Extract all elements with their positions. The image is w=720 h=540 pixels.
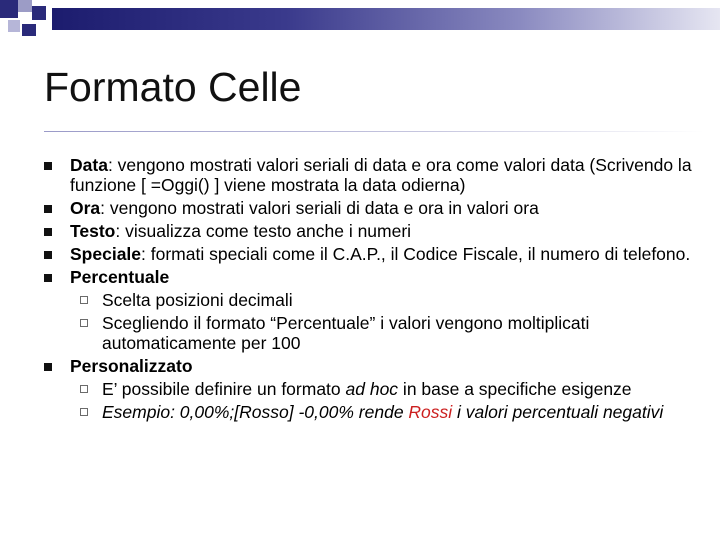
item-text: : vengono mostrati valori seriali di data e ora in valori ora: [100, 198, 539, 218]
square-bullet-icon: [44, 251, 52, 259]
item-term: Testo: [70, 221, 116, 241]
item-term: Speciale: [70, 244, 142, 264]
square-bullet-icon: [44, 162, 52, 170]
slide-title: Formato Celle: [44, 64, 302, 110]
list-item: [44, 198, 694, 218]
sub-item-text: Scegliendo il formato “Percentuale” i valori vengono moltiplicati automaticamente per 100: [102, 313, 590, 353]
header-decoration: [0, 0, 720, 40]
square-bullet-icon: [44, 363, 52, 371]
sub-item-text: Scelta posizioni decimali: [102, 290, 293, 310]
item-text: : formati speciali come il C.A.P., il Codice Fiscale, il numero di telefono.: [141, 244, 691, 264]
hollow-square-bullet-icon: [80, 296, 88, 304]
list-item: [44, 155, 694, 195]
sub-item-text: E’ possibile definire un formato: [102, 379, 346, 399]
list-item: [44, 267, 694, 287]
list-item: [44, 244, 694, 264]
deco-square: [22, 24, 36, 36]
item-text: : visualizza come testo anche i numeri: [115, 221, 412, 241]
item-term: Percentuale: [70, 267, 170, 287]
sub-item-emphasis: ad hoc: [345, 379, 399, 399]
sub-list-item: [44, 313, 694, 353]
sub-item-text: Esempio: 0,00%;[Rosso] -0,00% rende: [102, 402, 409, 422]
square-bullet-icon: [44, 228, 52, 236]
deco-square: [0, 0, 18, 18]
list-item: [44, 356, 694, 376]
hollow-square-bullet-icon: [80, 319, 88, 327]
deco-square: [18, 0, 32, 12]
header-bar: [52, 8, 720, 30]
item-term: Personalizzato: [70, 356, 193, 376]
sub-list-item: [44, 290, 694, 310]
sub-item-text: i valori percentuali negativi: [452, 402, 664, 422]
item-term: Ora: [70, 198, 101, 218]
bullet-list: [44, 155, 694, 425]
deco-square: [8, 20, 20, 32]
hollow-square-bullet-icon: [80, 385, 88, 393]
hollow-square-bullet-icon: [80, 408, 88, 416]
item-text: : vengono mostrati valori seriali di data e ora come valori data (Scrivendo la funzione [ =Oggi() ] viene mostrata la data odierna): [70, 155, 692, 195]
title-divider: [44, 131, 704, 132]
sub-item-text: in base a specifiche esigenze: [398, 379, 632, 399]
square-bullet-icon: [44, 274, 52, 282]
square-bullet-icon: [44, 205, 52, 213]
item-term: Data: [70, 155, 108, 175]
sub-list-item: [44, 402, 694, 422]
deco-square: [32, 6, 46, 20]
sub-item-highlight: Rossi: [408, 402, 453, 422]
sub-list-item: [44, 379, 694, 399]
list-item: [44, 221, 694, 241]
